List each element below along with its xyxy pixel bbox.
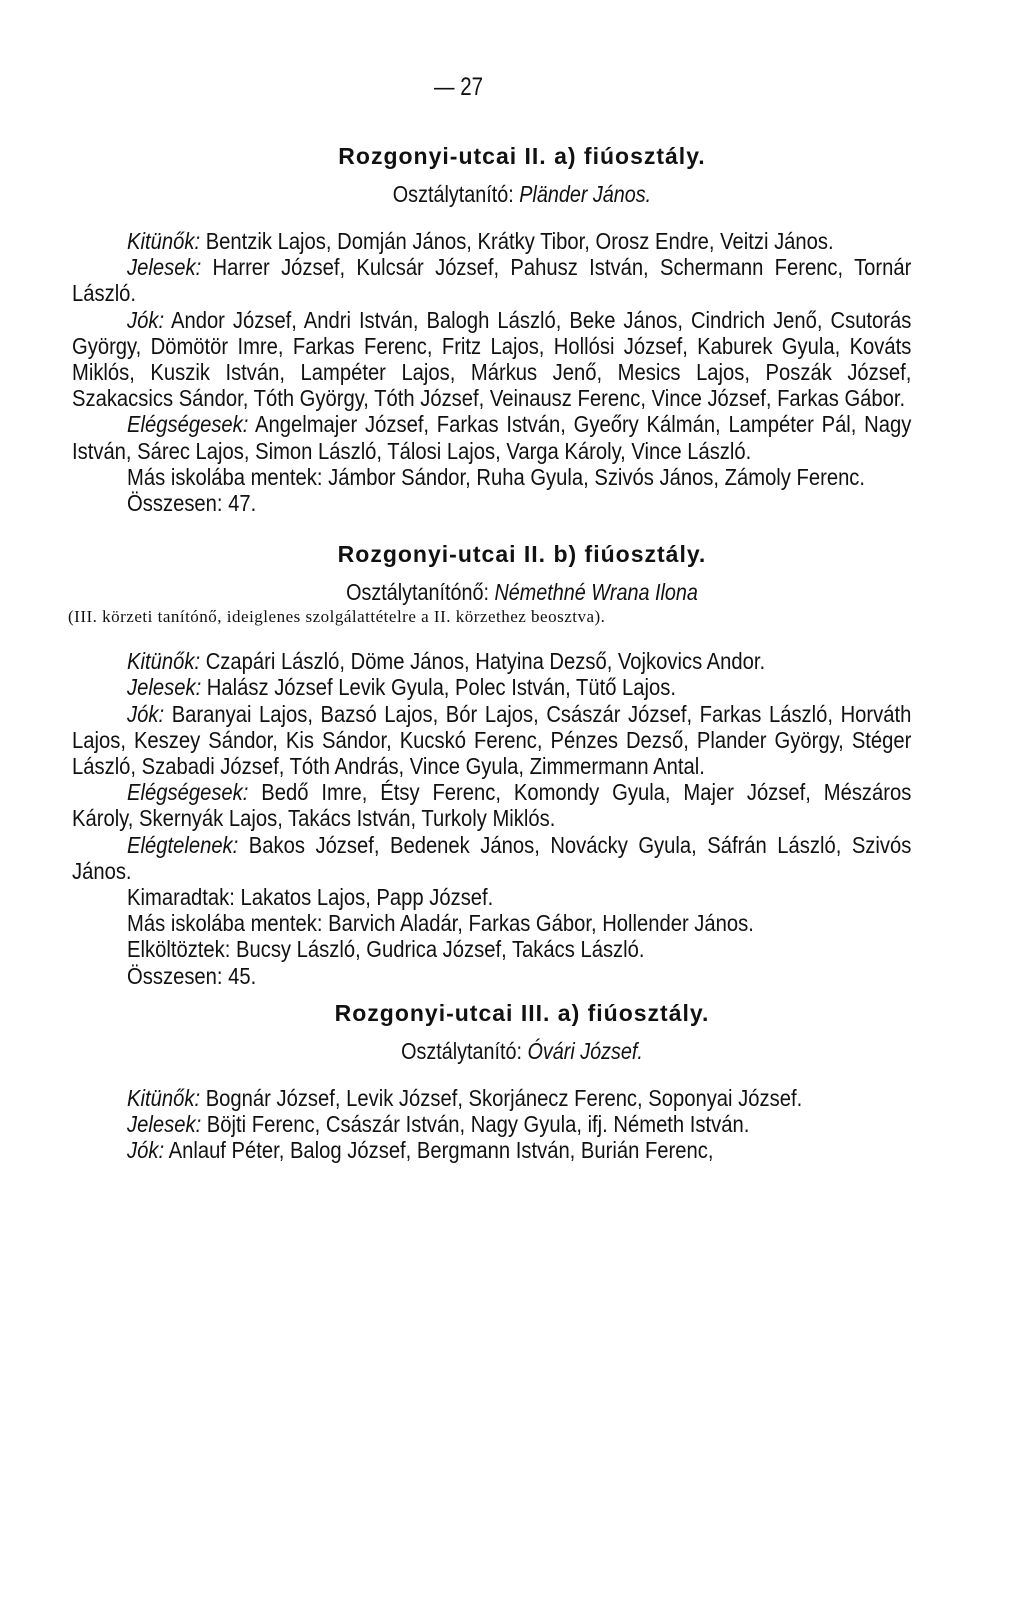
entry-osszesen	[72, 963, 911, 989]
entry-label: Jelesek:	[127, 254, 202, 281]
teacher-label: Osztálytanító:	[401, 1037, 522, 1064]
entry-label: Elégségesek:	[127, 411, 249, 438]
entry-kitunok	[72, 648, 911, 674]
entry-label: Elégségesek:	[127, 779, 249, 806]
spacer	[72, 640, 912, 648]
entry-text: Czapári László, Döme János, Hatyina Dezső, Vojkovics Andor.	[205, 648, 766, 675]
entry-elegsegesek	[72, 411, 911, 463]
entry-label: Jók:	[127, 306, 165, 333]
entry-elegsegesek	[72, 779, 911, 831]
entry-label: Jók:	[127, 1137, 165, 1164]
teacher-name: Pländer János.	[519, 181, 652, 207]
teacher-line	[187, 572, 858, 606]
teacher-line	[187, 1031, 858, 1073]
entry-jok	[72, 701, 911, 780]
entry-text: Angelmajer József, Farkas István, Gyeőry Kálmán, Lampéter Pál, Nagy István, Sárec Lajos, Simon László, Tálosi Lajos, Varga Károly, Vince László.	[72, 411, 912, 464]
entry-mas-iskolaba	[72, 910, 911, 936]
entry-jok	[72, 307, 911, 412]
spacer	[72, 516, 912, 536]
entry-text: Elköltöztek: Bucsy László, Gudrica József, Takács László.	[127, 936, 645, 963]
section-2a	[72, 138, 912, 516]
section-2b	[68, 536, 912, 989]
entry-label: Jelesek:	[127, 674, 202, 701]
teacher-label: Osztálytanító:	[392, 181, 514, 207]
entry-mas-iskolaba	[72, 464, 911, 490]
entry-elegtelenek	[72, 832, 911, 884]
entry-kitunok	[72, 1085, 911, 1111]
spacer	[72, 216, 912, 228]
teacher-name: Némethné Wrana Ilona	[494, 579, 698, 606]
teacher-label: Osztálytanítónő:	[346, 579, 490, 606]
entry-text: Más iskolába mentek: Barvich Aladár, Farkas Gábor, Hollender János.	[127, 910, 754, 937]
entry-label: Kitünők:	[127, 648, 201, 675]
page-content	[68, 138, 912, 1164]
section-title: Rozgonyi-utcai II. a) fiúosztály.	[338, 143, 706, 169]
entry-text: Más iskolába mentek: Jámbor Sándor, Ruha Gyula, Szivós János, Zámoly Ferenc.	[127, 463, 866, 490]
section-title: Rozgonyi-utcai III. a) fiúosztály.	[334, 999, 710, 1026]
entry-osszesen	[72, 490, 911, 516]
entry-label: Kitünők:	[127, 1084, 201, 1111]
entry-text: Bakos József, Bedenek János, Novácky Gyula, Sáfrán László, Szivós János.	[72, 831, 912, 884]
entry-label: Elégtelenek:	[127, 831, 239, 858]
entry-text: Bognár József, Levik József, Skorjánecz Ferenc, Soponyai József.	[205, 1084, 803, 1111]
entry-jelesek	[72, 1111, 911, 1137]
entry-text: Anlauf Péter, Balog József, Bergmann István, Burián Ferenc,	[168, 1137, 714, 1164]
entry-text: Összesen: 47.	[127, 490, 257, 517]
entry-text: Összesen: 45.	[127, 962, 257, 989]
entry-text: Kimaradtak: Lakatos Lajos, Papp József.	[127, 884, 494, 911]
entry-jelesek	[72, 674, 911, 700]
entry-text: Harrer József, Kulcsár József, Pahusz István, Schermann Ferenc, Tornár László.	[72, 254, 912, 307]
teacher-line	[187, 174, 858, 216]
entry-text: Bentzik Lajos, Domján János, Krátky Tibor, Orosz Endre, Veitzi János.	[205, 228, 834, 254]
entry-label: Kitünők:	[127, 228, 201, 254]
entry-text: Baranyai Lajos, Bazsó Lajos, Bór Lajos, Császár József, Farkas László, Horváth Lajos, Keszey Sándor, Kis Sándor, Kucskó Ferenc, Pénzes Dezső, Plander György, Stéger László, Szabadi József, Tóth András, Vince Gyula, Zimmermann Antal.	[72, 700, 912, 780]
entry-text: Böjti Ferenc, Császár István, Nagy Gyula, ifj. Németh István.	[206, 1111, 750, 1138]
entry-kitunok	[72, 228, 911, 254]
page-number: — 27	[434, 73, 484, 101]
entry-jok	[72, 1137, 911, 1163]
section-title: Rozgonyi-utcai II. b) fiúosztály.	[337, 541, 707, 568]
teacher-name: Óvári József.	[527, 1037, 643, 1064]
entry-text: Bedő Imre, Étsy Ferenc, Komondy Gyula, Majer József, Mészáros Károly, Skernyák Lajos, Takács István, Turkoly Miklós.	[72, 779, 912, 832]
spacer	[72, 1073, 912, 1085]
entry-kimaradtak	[72, 884, 911, 910]
entry-label: Jelesek:	[127, 1111, 202, 1138]
section-3a	[72, 995, 912, 1164]
entry-text: Halász József Levik Gyula, Polec István, Tütő Lajos.	[206, 674, 676, 701]
entry-jelesek	[72, 254, 911, 306]
teacher-note: (III. körzeti tanítónő, ideiglenes szolgálattételre a II. körzethez beosztva).	[68, 607, 606, 627]
entry-elkoltoztek	[72, 936, 911, 962]
entry-text: Andor József, Andri István, Balogh László, Beke János, Cindrich Jenő, Csutorás György, Dömötör Imre, Farkas Ferenc, Fritz Lajos, Hollósi József, Kaburek Gyula, Kováts Miklós, Kuszik István, Lampéter Lajos, Márkus Jenő, Mesics Lajos, Poszák József, Szakacsics Sándor, Tóth György, Tóth József, Veinausz Ferenc, Vince József, Farkas Gábor.	[72, 306, 912, 412]
entry-label: Jók:	[127, 700, 165, 727]
